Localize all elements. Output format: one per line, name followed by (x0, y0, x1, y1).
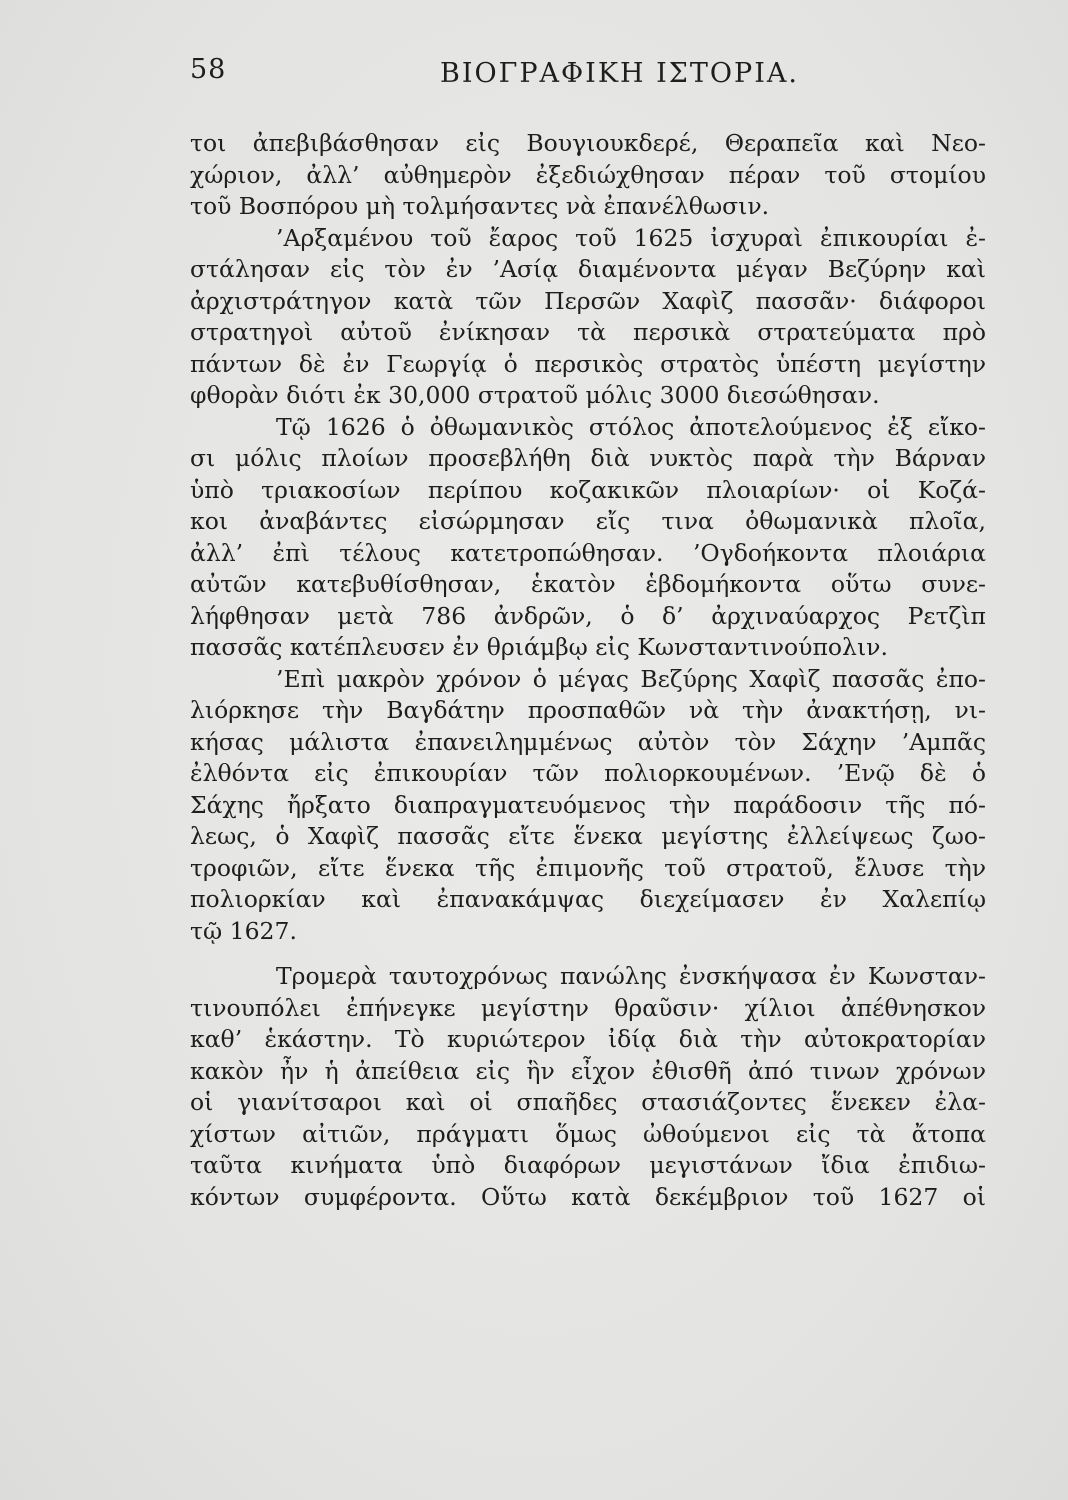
text-line: Τῷ 1626 ὁ ὀθωμανικὸς στόλος ἀποτελούμενος ἐξ εἴκο- (276, 412, 986, 441)
page-header (190, 54, 990, 98)
running-title: ΒΙΟΓΡΑΦΙΚΗ ΙΣΤΟΡΙΑ. (440, 58, 799, 89)
text-line: κοι ἀναβάντες εἰσώρμησαν εἴς τινα ὀθωμανικὰ πλοῖα, (190, 507, 986, 535)
paragraph (190, 664, 986, 948)
text-line: κήσας μάλιστα ἐπανειλημμένως αὐτὸν τὸν Σάχην ’Αμπᾶς (190, 727, 986, 756)
text-line: πάντων δὲ ἐν Γεωργίᾳ ὁ περσικὸς στρατὸς ὑπέστη μεγίστην (190, 349, 986, 378)
text-line: οἱ γιανίτσαροι καὶ οἱ σπαῆδες στασιάζοντες ἕνεκεν ἐλα- (190, 1088, 986, 1116)
text-line: τῷ 1627. (190, 916, 297, 945)
text-line: ταῦτα κινήματα ὑπὸ διαφόρων μεγιστάνων ἴδια ἐπιδιω- (190, 1151, 986, 1179)
text-line: ’Αρξαμένου τοῦ ἔαρος τοῦ 1625 ἰσχυραὶ ἐπικουρίαι ἐ- (276, 223, 986, 252)
text-line: ἀλλ’ ἐπὶ τέλους κατετροπώθησαν. ’Ογδοήκοντα πλοιάρια (190, 538, 986, 567)
text-line: κόντων συμφέροντα. Οὕτω κατὰ δεκέμβριον τοῦ 1627 οἱ (190, 1182, 986, 1211)
text-line: πολιορκίαν καὶ ἐπανακάμψας διεχείμασεν ἐν Χαλεπίῳ (190, 885, 986, 913)
text-line: λεως, ὁ Χαφὶζ πασσᾶς εἴτε ἕνεκα μεγίστης ἐλλείψεως ζωο- (190, 822, 986, 850)
text-line: φθορὰν διότι ἐκ 30,000 στρατοῦ μόλις 3000 διεσώθησαν. (190, 381, 880, 409)
paragraph-gap (190, 947, 986, 961)
text-line: αὐτῶν κατεβυθίσθησαν, ἑκατὸν ἑβδομήκοντα οὕτω συνε- (190, 570, 986, 598)
text-line: τινουπόλει ἐπήνεγκε μεγίστην θραῦσιν· χίλιοι ἀπέθνησκον (190, 993, 986, 1022)
text-line: στάλησαν εἰς τὸν ἐν ’Ασίᾳ διαμένοντα μέγαν Βεζύρην καὶ (190, 255, 986, 283)
body-text (190, 128, 986, 1213)
text-line: χώριον, ἀλλ’ αὐθημερὸν ἐξεδιώχθησαν πέραν τοῦ στομίου (190, 160, 986, 189)
text-line: πασσᾶς κατέπλευσεν ἐν θριάμβῳ εἰς Κωνσταντινούπολιν. (190, 633, 888, 661)
text-line: κακὸν ἦν ἡ ἀπείθεια εἰς ἣν εἶχον ἐθισθῆ ἀπό τινων χρόνων (190, 1056, 986, 1085)
text-line: στρατηγοὶ αὐτοῦ ἐνίκησαν τὰ περσικὰ στρατεύματα πρὸ (190, 318, 986, 346)
text-line: χίστων αἰτιῶν, πράγματι ὅμως ὠθούμενοι εἰς τὰ ἄτοπα (190, 1119, 986, 1148)
paragraph (190, 223, 986, 412)
paragraph (190, 128, 986, 223)
text-line: τροφιῶν, εἴτε ἕνεκα τῆς ἐπιμονῆς τοῦ στρατοῦ, ἔλυσε τὴν (190, 853, 986, 882)
text-line: τοι ἀπεβιβάσθησαν εἰς Βουγιουκδερέ, Θεραπεῖα καὶ Νεο- (190, 129, 986, 157)
text-line: σι μόλις πλοίων προσεβλήθη διὰ νυκτὸς παρὰ τὴν Βάρναν (190, 444, 986, 472)
paragraph (190, 412, 986, 664)
text-line: λιόρκησε τὴν Βαγδάτην προσπαθῶν νὰ τὴν ἀνακτήσῃ, νι- (190, 696, 986, 724)
text-line: καθ’ ἑκάστην. Τὸ κυριώτερον ἰδίᾳ διὰ τὴν αὐτοκρατορίαν (190, 1025, 986, 1053)
text-line: ἐλθόντα εἰς ἐπικουρίαν τῶν πολιορκουμένων. ’Ενῷ δὲ ὁ (190, 759, 986, 787)
text-line: λήφθησαν μετὰ 786 ἀνδρῶν, ὁ δ’ ἀρχιναύαρχος Ρετζὶπ (190, 601, 986, 630)
text-line: τοῦ Βοσπόρου μὴ τολμήσαντες νὰ ἐπανέλθωσιν. (190, 192, 770, 220)
text-line: ’Επὶ μακρὸν χρόνον ὁ μέγας Βεζύρης Χαφὶζ πασσᾶς ἐπο- (276, 664, 986, 693)
page-number: 58 (190, 54, 227, 85)
paragraph (190, 961, 986, 1213)
text-line: ὑπὸ τριακοσίων περίπου κοζακικῶν πλοιαρίων· οἱ Κοζά- (190, 475, 986, 504)
text-line: ἀρχιστράτηγον κατὰ τῶν Περσῶν Χαφὶζ πασσᾶν· διάφοροι (190, 286, 986, 315)
text-line: Σάχης ἤρξατο διαπραγματευόμενος τὴν παράδοσιν τῆς πό- (190, 790, 986, 819)
text-line: Τρομερὰ ταυτοχρόνως πανώλης ἐνσκήψασα ἐν Κωνσταν- (276, 962, 986, 990)
